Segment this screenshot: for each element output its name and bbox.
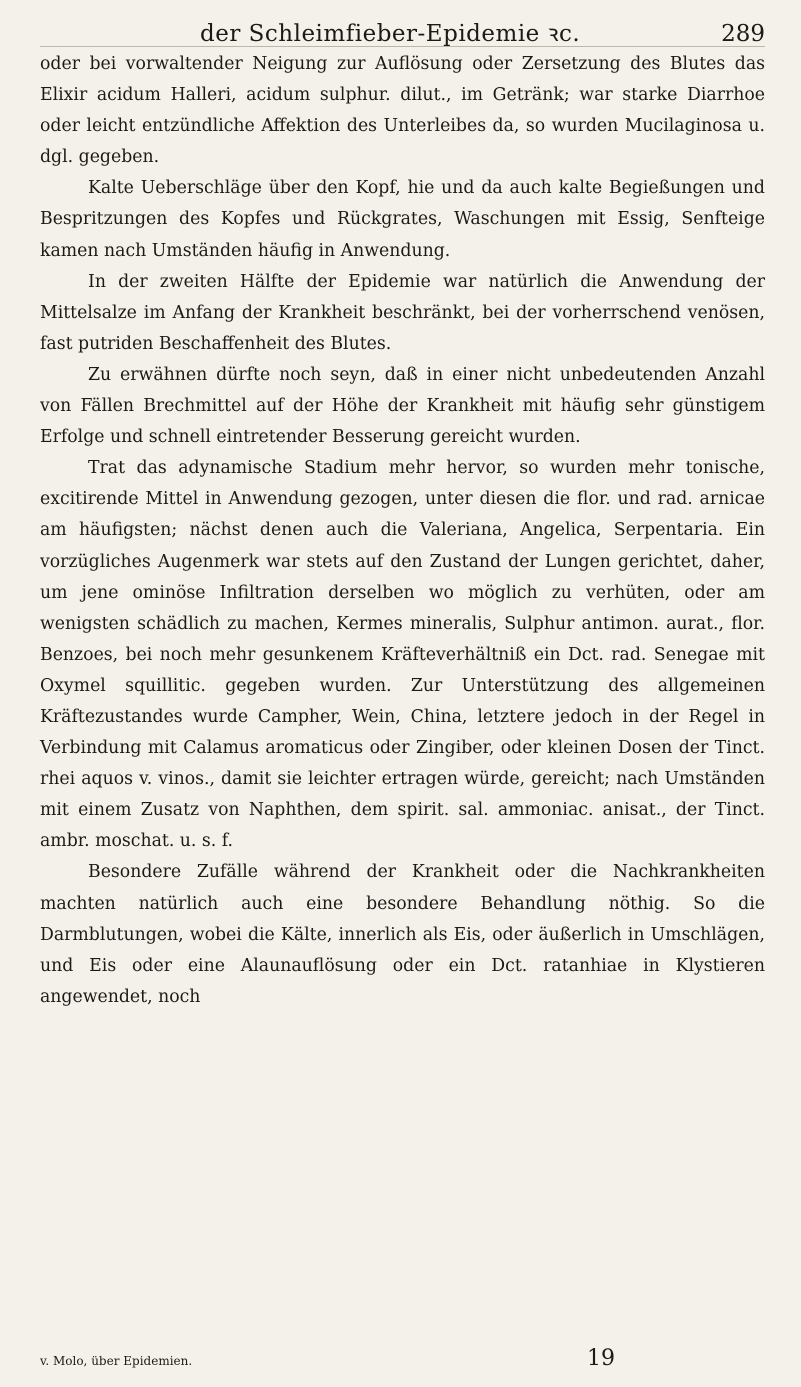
page-footer [40, 1346, 765, 1371]
running-head: der Schleimfieber-Epidemie ꝛc. [200, 21, 581, 47]
page-header [40, 16, 765, 47]
paragraph-second-half: In der zweiten Hälfte der Epidemie war natürlich die Anwendung der Mittelsalze im Anfang der Krankheit beschränkt, bei der vorherrschend venösen, fast putriden Beschaffenheit des Blutes. [40, 271, 765, 354]
signature-mark: 19 [587, 1346, 615, 1371]
body-text [40, 49, 765, 1013]
paragraph-cold-compresses: Kalte Ueberschläge über den Kopf, hie und da auch kalte Begießungen und Bespritzungen des Kopfes und Rückgrates, Waschungen mit Essig, Senfteige kamen nach Umständen häufig in Anwendung. [40, 178, 765, 261]
paragraph-therapy-acids: oder bei vorwaltender Neigung zur Auflösung oder Zersetzung des Blutes das Elixir acidum Halleri, acidum sulphur. dilut., im Getränk; war starke Diarrhoe oder leicht entzündliche Affektion des Unterleibes da, so wurden Mucilaginosa u. dgl. gegeben. [40, 54, 765, 168]
paragraph-emetics: Zu erwähnen dürfte noch seyn, daß in einer nicht unbedeutenden Anzahl von Fällen Brechmittel auf der Höhe der Krankheit mit häufig sehr günstigem Erfolge und schnell eintretender Besserung gereicht wurden. [40, 364, 765, 448]
paragraph-special-symptoms: Besondere Zufälle während der Krankheit oder die Nachkrankheiten machten natürlich auch eine besondere Behandlung nöthig. So die Darmblutungen, wobei die Kälte, innerlich als Eis, oder äußerlich in Umschlägen, und Eis oder eine Alaunauflösung oder ein Dct. ratanhiae in Klystieren angewendet, noch [40, 862, 765, 1007]
page-number: 289 [721, 21, 765, 47]
footer-signature: v. Molo, über Epidemien. [40, 1354, 193, 1368]
paragraph-adynamic-stage: Trat das adynamische Stadium mehr hervor, so wurden mehr tonische, excitirende Mittel in Anwendung gezogen, unter diesen die flor. und rad. arnicae am häufigsten; nächst denen auch die Valeriana, Angelica, Serpentaria. Ein vorzügliches Augenmerk war stets auf den Zustand der Lungen gerichtet, daher, um jene ominöse Infiltration derselben wo möglich zu verhüten, oder am wenigsten schädlich zu machen, Kermes mineralis, Sulphur antimon. aurat., flor. Benzoes, bei noch mehr gesunkenem Kräfteverhältniß ein Dct. rad. Senegae mit Oxymel squillitic. gegeben wurden. Zur Unterstützung des allgemeinen Kräftezustandes wurde Campher, Wein, China, letztere jedoch in der Regel in Verbindung mit Calamus aromaticus oder Zingiber, oder kleinen Dosen der Tinct. rhei aquos v. vinos., damit sie leichter ertragen würde, gereicht; nach Umständen mit einem Zusatz von Naphthen, dem spirit. sal. ammoniac. anisat., der Tinct. ambr. moschat. u. s. f. [40, 458, 765, 852]
